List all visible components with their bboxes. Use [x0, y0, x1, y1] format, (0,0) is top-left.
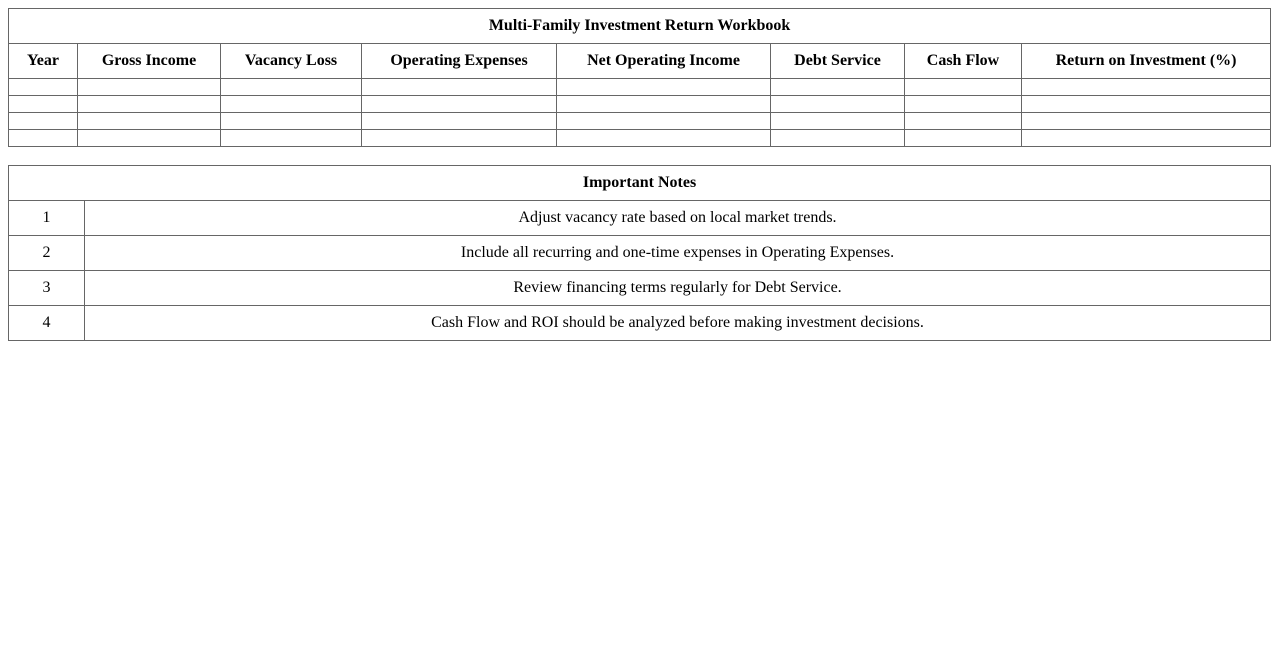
cell-gross-income[interactable]: [78, 130, 221, 147]
table-row: [9, 113, 1271, 130]
note-row: [9, 271, 1271, 306]
cell-debt-service[interactable]: [771, 79, 905, 96]
cell-cash-flow[interactable]: [905, 130, 1022, 147]
cell-debt-service[interactable]: [771, 113, 905, 130]
cell-operating-expenses[interactable]: [362, 79, 557, 96]
cell-cash-flow[interactable]: [905, 79, 1022, 96]
cell-cash-flow[interactable]: [905, 96, 1022, 113]
note-number: 3: [9, 271, 85, 306]
column-header-roi: Return on Investment (%): [1022, 44, 1271, 79]
cell-year[interactable]: [9, 130, 78, 147]
table-title: Multi-Family Investment Return Workbook: [9, 9, 1271, 44]
note-row: [9, 201, 1271, 236]
column-header-cash-flow: Cash Flow: [905, 44, 1022, 79]
cell-debt-service[interactable]: [771, 130, 905, 147]
cell-roi[interactable]: [1022, 113, 1271, 130]
cell-year[interactable]: [9, 113, 78, 130]
note-text: Adjust vacancy rate based on local market trends.: [85, 201, 1271, 236]
note-number: 2: [9, 236, 85, 271]
column-header-gross-income: Gross Income: [78, 44, 221, 79]
cell-vacancy-loss[interactable]: [221, 130, 362, 147]
column-header-net-operating-income: Net Operating Income: [557, 44, 771, 79]
cell-operating-expenses[interactable]: [362, 96, 557, 113]
cell-net-operating-income[interactable]: [557, 113, 771, 130]
note-text: Include all recurring and one-time expenses in Operating Expenses.: [85, 236, 1271, 271]
column-header-year: Year: [9, 44, 78, 79]
cell-vacancy-loss[interactable]: [221, 79, 362, 96]
cell-gross-income[interactable]: [78, 79, 221, 96]
column-header-operating-expenses: Operating Expenses: [362, 44, 557, 79]
cell-operating-expenses[interactable]: [362, 113, 557, 130]
note-text: Cash Flow and ROI should be analyzed before making investment decisions.: [85, 306, 1271, 341]
cell-year[interactable]: [9, 79, 78, 96]
table-row: [9, 96, 1271, 113]
cell-roi[interactable]: [1022, 79, 1271, 96]
note-number: 4: [9, 306, 85, 341]
notes-title: Important Notes: [9, 166, 1271, 201]
cell-vacancy-loss[interactable]: [221, 96, 362, 113]
important-notes-table: [8, 165, 1271, 341]
investment-return-table: [8, 8, 1271, 147]
cell-vacancy-loss[interactable]: [221, 113, 362, 130]
cell-net-operating-income[interactable]: [557, 96, 771, 113]
cell-roi[interactable]: [1022, 130, 1271, 147]
header-row: [9, 44, 1271, 79]
note-number: 1: [9, 201, 85, 236]
cell-gross-income[interactable]: [78, 113, 221, 130]
note-row: [9, 236, 1271, 271]
table-row: [9, 130, 1271, 147]
cell-net-operating-income[interactable]: [557, 130, 771, 147]
cell-operating-expenses[interactable]: [362, 130, 557, 147]
cell-gross-income[interactable]: [78, 96, 221, 113]
cell-net-operating-income[interactable]: [557, 79, 771, 96]
cell-roi[interactable]: [1022, 96, 1271, 113]
cell-debt-service[interactable]: [771, 96, 905, 113]
cell-year[interactable]: [9, 96, 78, 113]
cell-cash-flow[interactable]: [905, 113, 1022, 130]
note-row: [9, 306, 1271, 341]
note-text: Review financing terms regularly for Debt Service.: [85, 271, 1271, 306]
column-header-vacancy-loss: Vacancy Loss: [221, 44, 362, 79]
table-row: [9, 79, 1271, 96]
column-header-debt-service: Debt Service: [771, 44, 905, 79]
